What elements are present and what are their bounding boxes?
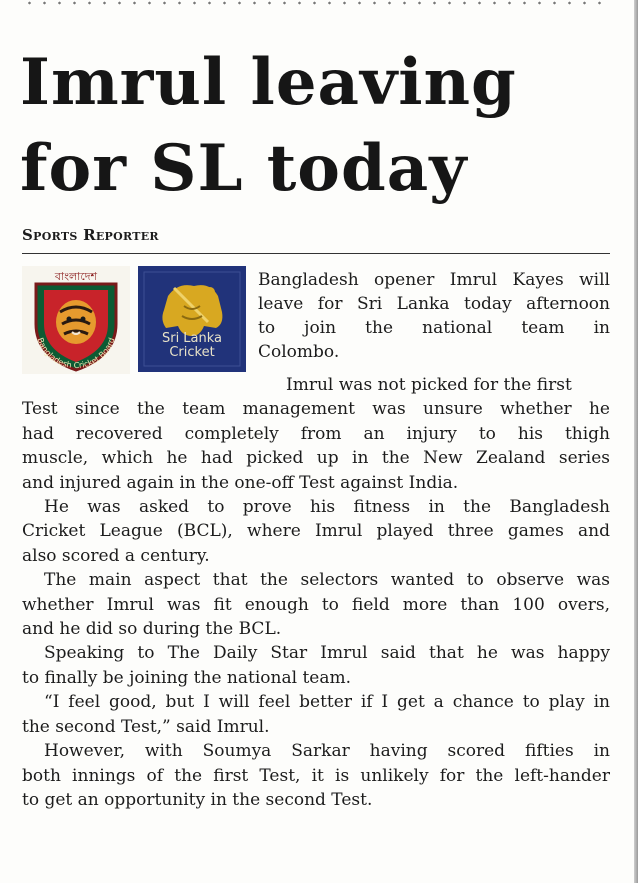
body-line: and he did so during the BCL. [22, 619, 282, 640]
headline-line-2: for SL today [20, 131, 468, 206]
lead-line: leave for Sri Lanka today afternoon [258, 294, 610, 314]
body-line: and injured again in the one-off Test against India. [22, 472, 459, 493]
lead-line: to join the national team in [258, 318, 610, 338]
body-line: the second Test,” said Imrul. [22, 716, 270, 737]
body-line: “I feel good, but I will feel better if I get a chance to play in [44, 692, 610, 713]
article-body [22, 373, 610, 812]
body-line: also scored a century. [22, 545, 210, 566]
bcb-top-text: বাংলাদেশ [54, 270, 98, 283]
body-line: both innings of the first Test, it is unlikely for the left-hander [22, 765, 610, 786]
body-line: Imrul was not picked for the first [286, 375, 572, 395]
top-dotted-border [22, 0, 608, 6]
bcb-logo-graphic [22, 266, 130, 374]
body-line: to finally be joining the national team. [22, 667, 351, 688]
body-line: However, with Soumya Sarkar having scored fifties in [44, 741, 610, 762]
headline [20, 40, 620, 212]
lead-paragraph [258, 268, 610, 364]
slc-logo [138, 266, 246, 372]
body-line: Cricket League (BCL), where Imrul played three games and [22, 521, 610, 542]
lead-line: Bangladesh opener Imrul Kayes will [258, 270, 610, 290]
body-line: The main aspect that the selectors wanted to observe was [44, 570, 610, 591]
bcb-logo [22, 266, 130, 374]
page-edge [634, 0, 638, 883]
body-line: to get an opportunity in the second Test. [22, 789, 373, 810]
byline-rule [22, 253, 610, 254]
slc-name-line-2: Cricket [169, 345, 215, 360]
body-line: He was asked to prove his fitness in the Bangladesh [44, 497, 610, 518]
body-line: muscle, which he had picked up in the New Zealand series [22, 448, 610, 469]
bcb-ring-text: Bangladesh Cricket Board [35, 336, 117, 371]
byline: Sports Reporter [22, 226, 159, 244]
headline-line-1: Imrul leaving [20, 45, 517, 120]
lead-line: Colombo. [258, 342, 340, 362]
body-line: had recovered completely from an injury to his thigh [22, 423, 610, 444]
body-line: Speaking to The Daily Star Imrul said that he was happy [44, 643, 610, 664]
body-line: Test since the team management was unsure whether he [22, 399, 610, 420]
body-line: whether Imrul was fit enough to field more than 100 overs, [22, 594, 610, 615]
slc-name-line-1: Sri Lanka [161, 331, 223, 346]
